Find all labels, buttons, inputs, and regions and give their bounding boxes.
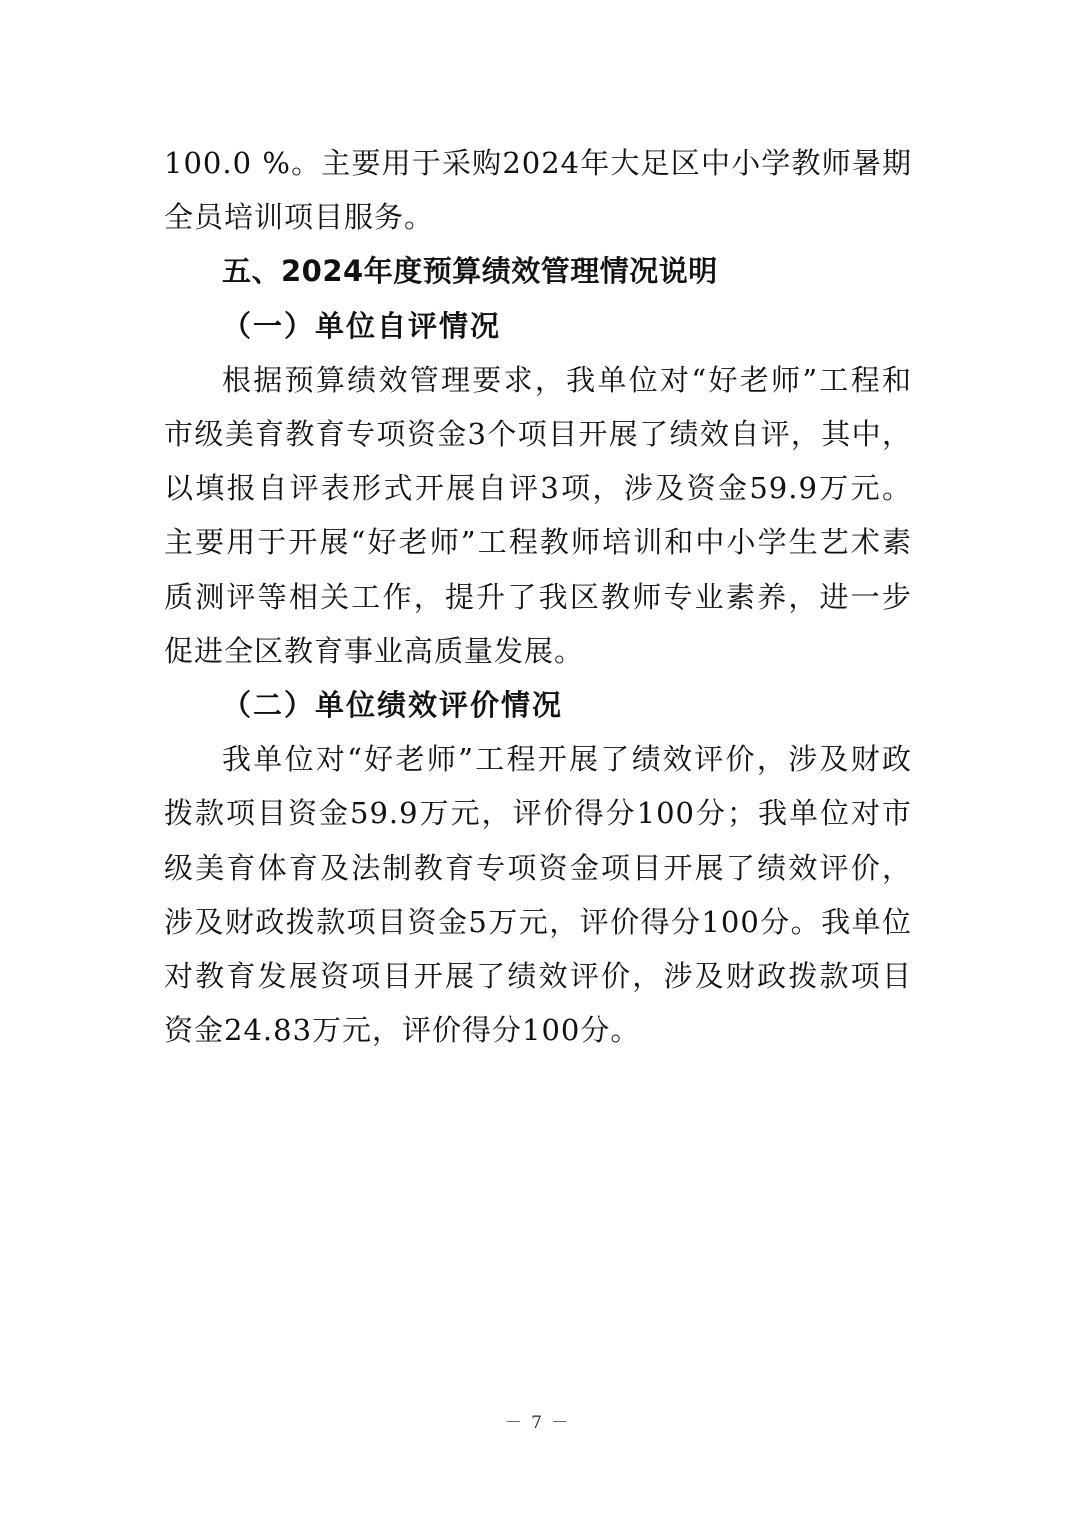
section-heading: 五、2024年度预算绩效管理情况说明 xyxy=(222,254,718,289)
subsection-heading-performance-evaluation: （二）单位绩效评价情况 xyxy=(222,688,564,723)
subsection-heading-self-evaluation: （一）单位自评情况 xyxy=(222,308,502,343)
paragraph-continued: 100.0 %。主要用于采购2024年大足区中小学教师暑期全员培训项目服务。 xyxy=(164,146,912,235)
paragraph-self-evaluation: 根据预算绩效管理要求，我单位对“好老师”工程和市级美育教育专项资金3个项目开展了绩效自评，其中，以填报自评表形式开展自评3项，涉及资金59.9万元。主要用于开展“好老师”工程教师培训和中小学生艺术素质测评等相关工作，提升了我区教师专业素养，进一步促进全区教育事业高质量发展。 xyxy=(164,362,912,668)
paragraph-performance-evaluation: 我单位对“好老师”工程开展了绩效评价，涉及财政拨款项目资金59.9万元，评价得分100分；我单位对市级美育体育及法制教育专项资金项目开展了绩效评价，涉及财政拨款项目资金5万元，评价得分100分。我单位对教育发展资项目开展了绩效评价，涉及财政拨款项目资金24.83万元，评价得分100分。 xyxy=(164,742,912,1048)
page-number: － 7 － xyxy=(504,1413,571,1433)
document-body xyxy=(164,136,912,1057)
